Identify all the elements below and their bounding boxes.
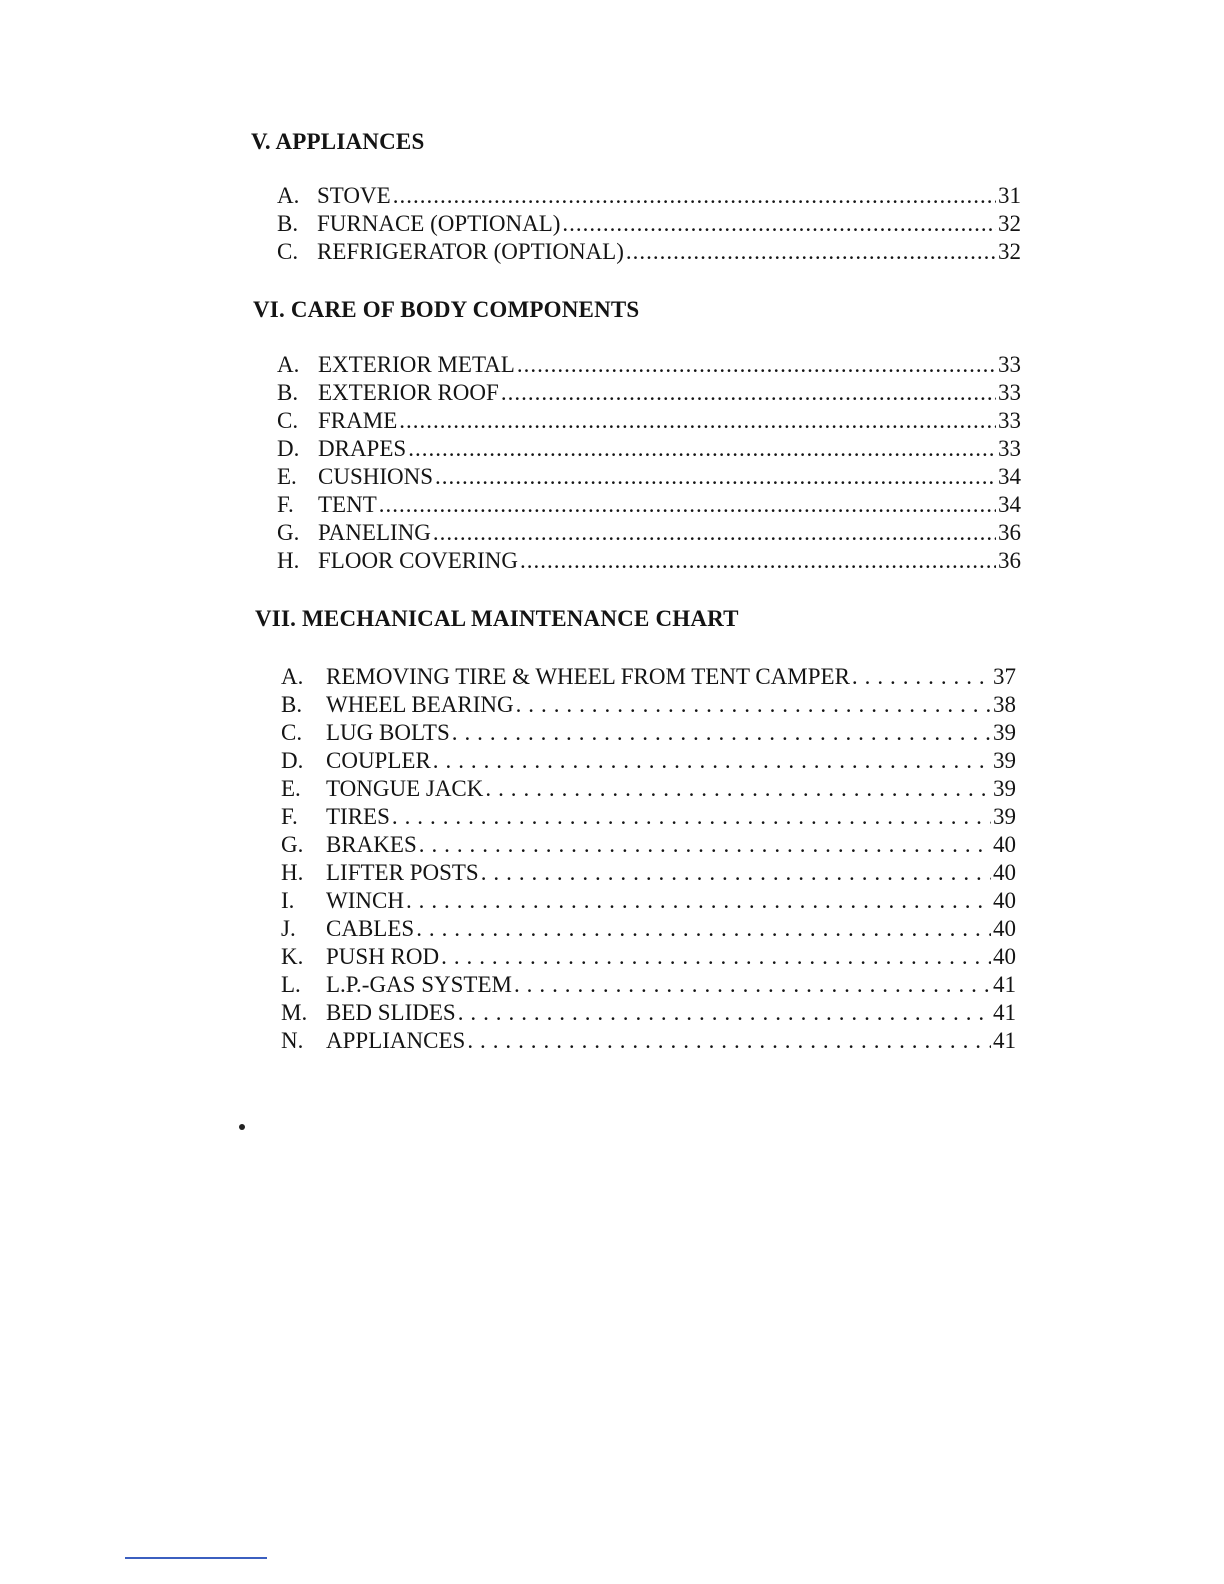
toc-list-mechanical-maintenance-chart [281, 664, 1016, 1056]
toc-entry[interactable] [281, 1028, 1016, 1056]
toc-entry-title: WHEEL BEARING [326, 692, 514, 717]
toc-entry-page: 33 [998, 436, 1021, 461]
toc-entry-page: 36 [998, 548, 1021, 573]
dot-leader [406, 888, 991, 914]
toc-entry[interactable] [277, 492, 1021, 520]
dot-leader [520, 548, 996, 574]
toc-entry-page: 39 [993, 748, 1016, 773]
toc-entry-page: 33 [998, 380, 1021, 405]
dot-leader [433, 748, 991, 774]
toc-entry-title: LIFTER POSTS [326, 860, 479, 885]
toc-entry[interactable] [277, 380, 1021, 408]
toc-entry-title: PUSH ROD [326, 944, 440, 969]
toc-entry-page: 39 [993, 720, 1016, 745]
toc-entry-letter: E. [277, 464, 297, 489]
toc-entry-title: WINCH [326, 888, 404, 913]
toc-entry-letter: G. [277, 520, 300, 545]
toc-entry-title: CABLES [326, 916, 415, 941]
toc-entry-page: 34 [998, 492, 1021, 517]
toc-entry[interactable] [277, 464, 1021, 492]
toc-entry-page: 40 [993, 832, 1016, 857]
dot-leader [399, 408, 996, 434]
toc-entry-title: EXTERIOR ROOF [318, 380, 499, 405]
dot-leader [481, 860, 991, 886]
section-heading-mechanical-maintenance-chart: VII. MECHANICAL MAINTENANCE CHART [255, 606, 739, 631]
toc-entry-page: 41 [993, 1028, 1016, 1053]
toc-entry-page: 33 [998, 408, 1021, 433]
toc-entry-title: FURNACE (OPTIONAL) [317, 211, 561, 236]
toc-entry-letter: H. [277, 548, 300, 573]
toc-entry-letter: G. [281, 832, 304, 857]
toc-entry-title: BRAKES [326, 832, 417, 857]
toc-entry[interactable] [277, 352, 1021, 380]
dot-leader [514, 972, 991, 998]
toc-entry-letter: B. [277, 211, 299, 236]
toc-entry-page: 40 [993, 888, 1016, 913]
dot-leader [392, 804, 991, 830]
toc-entry[interactable] [281, 944, 1016, 972]
toc-entry[interactable] [281, 804, 1016, 832]
dot-leader [501, 380, 996, 406]
dot-leader [393, 183, 996, 209]
stray-ink-dot [239, 1124, 245, 1130]
toc-entry-title: COUPLER [326, 748, 431, 773]
toc-entry-page: 33 [998, 352, 1021, 377]
toc-entry[interactable] [277, 548, 1021, 576]
toc-entry-title: TIRES [326, 804, 390, 829]
toc-entry[interactable] [277, 211, 1021, 239]
dot-leader [626, 239, 996, 265]
toc-entry-title: CUSHIONS [318, 464, 434, 489]
dot-leader [435, 464, 996, 490]
toc-entry[interactable] [281, 1000, 1016, 1028]
toc-entry-letter: N. [281, 1028, 304, 1053]
toc-entry[interactable] [281, 692, 1016, 720]
toc-entry-page: 40 [993, 860, 1016, 885]
toc-list-appliances [277, 183, 1021, 267]
toc-entry-page: 34 [998, 464, 1021, 489]
toc-entry-page: 32 [998, 239, 1021, 264]
toc-entry-title: PANELING [318, 520, 431, 545]
toc-entry[interactable] [281, 776, 1016, 804]
dot-leader [517, 352, 996, 378]
toc-entry-page: 37 [993, 664, 1016, 689]
section-heading-appliances: V. APPLIANCES [251, 129, 425, 154]
toc-entry-title: TONGUE JACK [326, 776, 484, 801]
toc-entry-title: EXTERIOR METAL [318, 352, 515, 377]
toc-entry-letter: F. [277, 492, 294, 517]
toc-entry-letter: L. [281, 972, 301, 997]
toc-entry-page: 39 [993, 776, 1016, 801]
toc-entry[interactable] [277, 408, 1021, 436]
toc-entry-letter: J. [281, 916, 296, 941]
dot-leader [852, 664, 991, 690]
toc-entry[interactable] [281, 664, 1016, 692]
toc-entry-page: 40 [993, 916, 1016, 941]
toc-entry-letter: E. [281, 776, 301, 801]
dot-leader [441, 944, 991, 970]
toc-entry-title: L.P.-GAS SYSTEM [326, 972, 512, 997]
toc-entry-letter: C. [281, 720, 303, 745]
toc-entry[interactable] [277, 183, 1021, 211]
toc-entry-title: STOVE [317, 183, 391, 208]
toc-entry-letter: M. [281, 1000, 308, 1025]
bottom-rule [125, 1557, 267, 1559]
toc-entry-letter: C. [277, 408, 299, 433]
toc-list-care-of-body-components [277, 352, 1021, 576]
toc-entry[interactable] [281, 888, 1016, 916]
dot-leader [416, 916, 991, 942]
toc-entry-letter: D. [281, 748, 304, 773]
toc-entry[interactable] [281, 748, 1016, 776]
toc-entry[interactable] [277, 520, 1021, 548]
toc-entry-page: 32 [998, 211, 1021, 236]
toc-entry-title: REFRIGERATOR (OPTIONAL) [317, 239, 624, 264]
toc-entry-letter: C. [277, 239, 299, 264]
toc-entry-page: 36 [998, 520, 1021, 545]
toc-entry[interactable] [281, 860, 1016, 888]
dot-leader [458, 1000, 991, 1026]
toc-entry-letter: A. [277, 352, 300, 377]
toc-entry-title: FRAME [318, 408, 398, 433]
toc-entry-title: TENT [318, 492, 377, 517]
toc-entry-title: APPLIANCES [326, 1028, 466, 1053]
dot-leader [452, 720, 991, 746]
toc-entry-page: 41 [993, 1000, 1016, 1025]
toc-entry-page: 40 [993, 944, 1016, 969]
toc-entry[interactable] [281, 832, 1016, 860]
toc-entry-title: REMOVING TIRE & WHEEL FROM TENT CAMPER [326, 664, 850, 689]
toc-entry-title: LUG BOLTS [326, 720, 450, 745]
toc-entry[interactable] [281, 916, 1016, 944]
toc-entry-letter: A. [281, 664, 304, 689]
dot-leader [516, 692, 991, 718]
toc-entry[interactable] [281, 972, 1016, 1000]
dot-leader [562, 211, 996, 237]
toc-entry-letter: D. [277, 436, 300, 461]
toc-entry-letter: B. [281, 692, 303, 717]
toc-entry-page: 39 [993, 804, 1016, 829]
dot-leader [433, 520, 996, 546]
toc-entry-letter: B. [277, 380, 299, 405]
dot-leader [485, 776, 991, 802]
dot-leader [408, 436, 996, 462]
toc-entry-page: 38 [993, 692, 1016, 717]
toc-entry[interactable] [277, 239, 1021, 267]
toc-entry-page: 41 [993, 972, 1016, 997]
toc-entry-page: 31 [998, 183, 1021, 208]
toc-entry[interactable] [281, 720, 1016, 748]
dot-leader [419, 832, 991, 858]
toc-entry-letter: F. [281, 804, 298, 829]
section-heading-care-of-body-components: VI. CARE OF BODY COMPONENTS [253, 297, 640, 322]
toc-entry-letter: I. [281, 888, 295, 913]
toc-entry-title: FLOOR COVERING [318, 548, 518, 573]
toc-entry-letter: K. [281, 944, 304, 969]
dot-leader [467, 1028, 991, 1054]
toc-entry-title: BED SLIDES [326, 1000, 456, 1025]
toc-entry[interactable] [277, 436, 1021, 464]
toc-entry-title: DRAPES [318, 436, 407, 461]
toc-entry-letter: H. [281, 860, 304, 885]
toc-entry-letter: A. [277, 183, 300, 208]
dot-leader [379, 492, 996, 518]
